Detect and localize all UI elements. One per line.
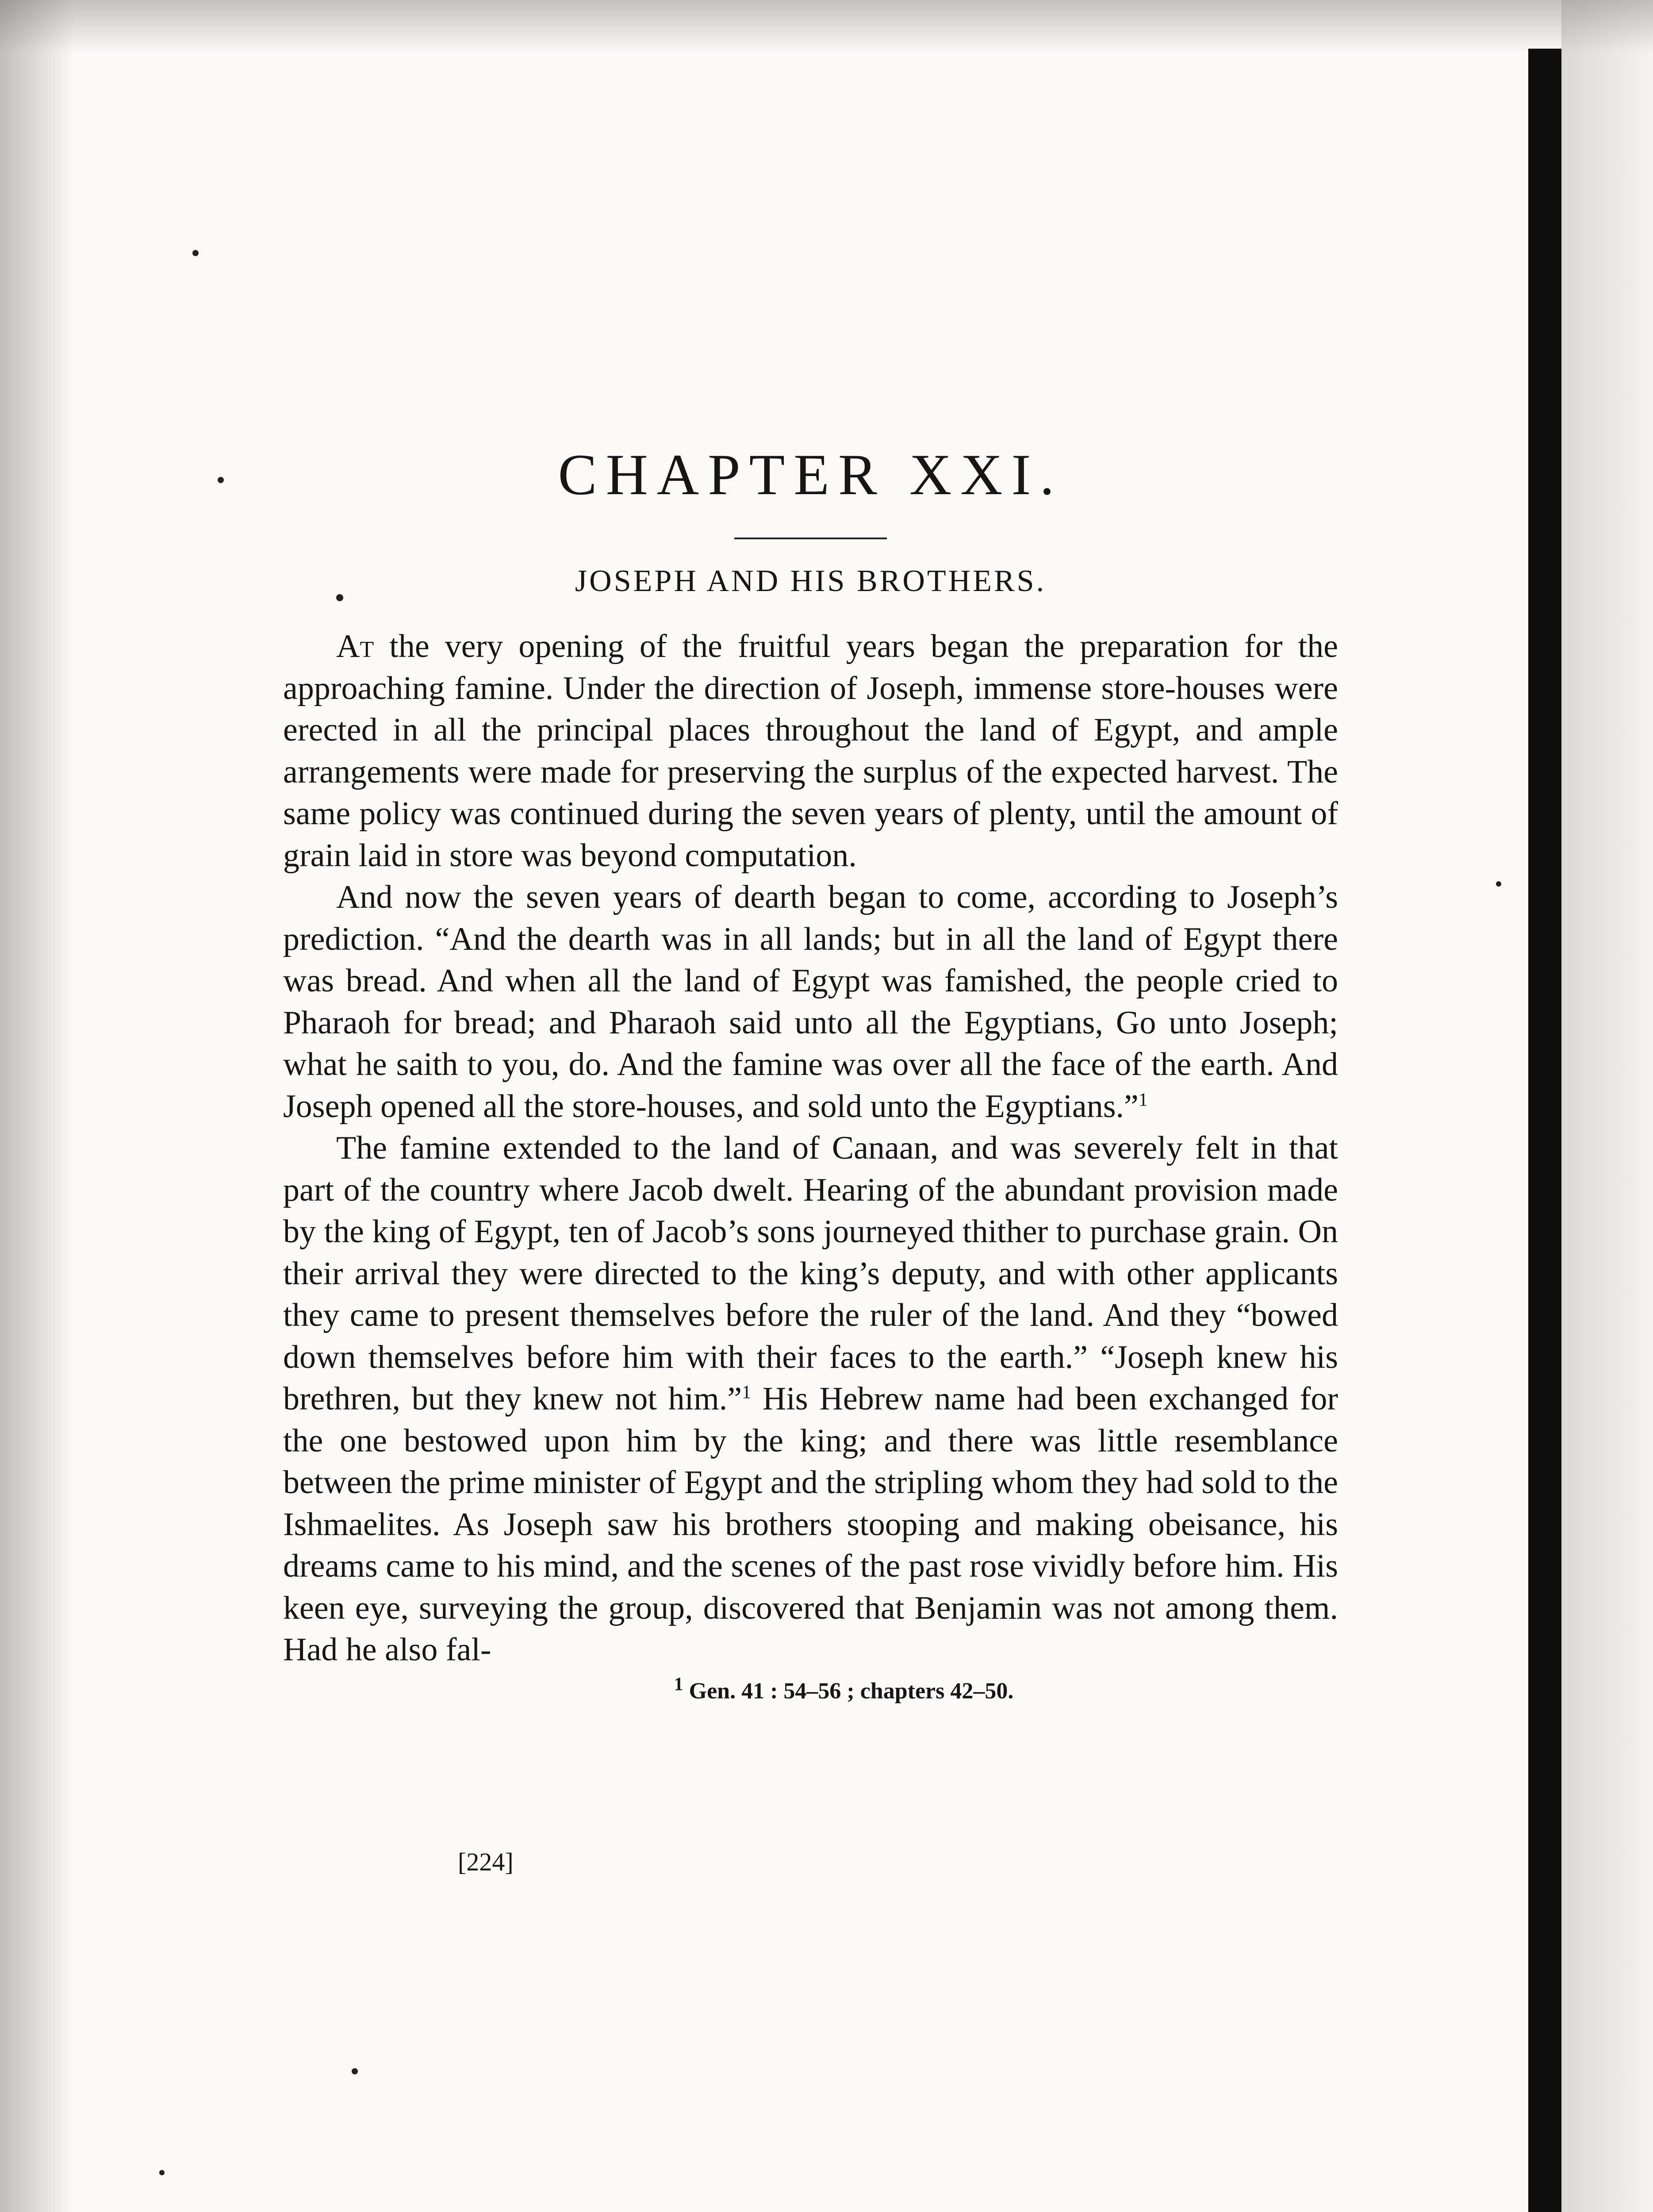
scan-shadow-left [0,0,75,2212]
footnote-mark: 1 [674,1674,683,1695]
paragraph-3 [283,1127,1338,1671]
page-number: [224] [458,1847,514,1876]
binding-shadow-bar [1528,49,1561,2212]
scan-speck [159,2170,165,2175]
footnote-reference: 1 [742,1382,752,1403]
book-page [283,442,1338,1706]
paragraph-1-text: the very opening of the fruitful years began the preparation for the approaching famine. Under the direction of Joseph, immense store-houses were erected in all the principal places throughout the land of Egypt, and ample arrangements were made for preserving the surplus of the expected harvest. The same policy was continued during the seven years of plenty, until the amount of grain laid in store was beyond computation. [283,628,1338,874]
scan-speck [352,2068,358,2074]
chapter-title: CHAPTER XXI. [558,442,1063,507]
paragraph-1-lead: At [336,628,374,665]
chapter-subtitle: JOSEPH AND HIS BROTHERS. [575,564,1047,599]
paragraph-2-text: And now the seven years of dearth began to come, according to Joseph’s prediction. “And the dearth was in all lands; but in all the land of Egypt there was bread. And when all the land of Egypt was famished, the people cried to Pharaoh for bread; and Pharaoh said unto all the Egyptians, Go unto Joseph; what he saith to you, do. And the famine was over all the face of the earth. And Joseph opened all the store-houses, and sold unto the Egyptians.” [283,879,1338,1125]
scan-speck [218,477,224,483]
paragraph-3-text-a: The famine extended to the land of Canaan, and was severely felt in that part of the country where Jacob dwelt. Hearing of the abundant provision made by the king of Egypt, ten of Jacob’s sons journeyed thither to purchase grain. On their arrival they were directed to the king’s deputy, and with other applicants they came to present themselves before the ruler of the land. And they “bowed down themselves before him with their faces to the earth.” “Joseph knew his brethren, but they knew not him.” [283,1130,1338,1417]
footnote-text: Gen. 41 : 54–56 ; chapters 42–50. [683,1678,1014,1704]
scan-shadow-top [0,0,1653,53]
scan-shadow-right [1561,0,1653,2212]
paragraph-1 [283,626,1338,876]
title-rule [734,538,887,539]
footnote [283,1676,1338,1706]
paragraph-3-text-b: His Hebrew name had been exchanged for the one bestowed upon him by the king; and there was little resemblance between the prime minister of Egypt and the stripling whom they had sold to the Ishmaelites. As Joseph saw his brothers stooping and making obeisance, his dreams came to his mind, and the scenes of the past rose vividly before him. His keen eye, surveying the group, discovered that Benjamin was not among them. Had he also fal- [283,1381,1338,1668]
paragraph-2 [283,876,1338,1127]
scan-speck [192,250,199,256]
footnote-reference: 1 [1138,1090,1148,1110]
scan-speck [1496,881,1501,887]
